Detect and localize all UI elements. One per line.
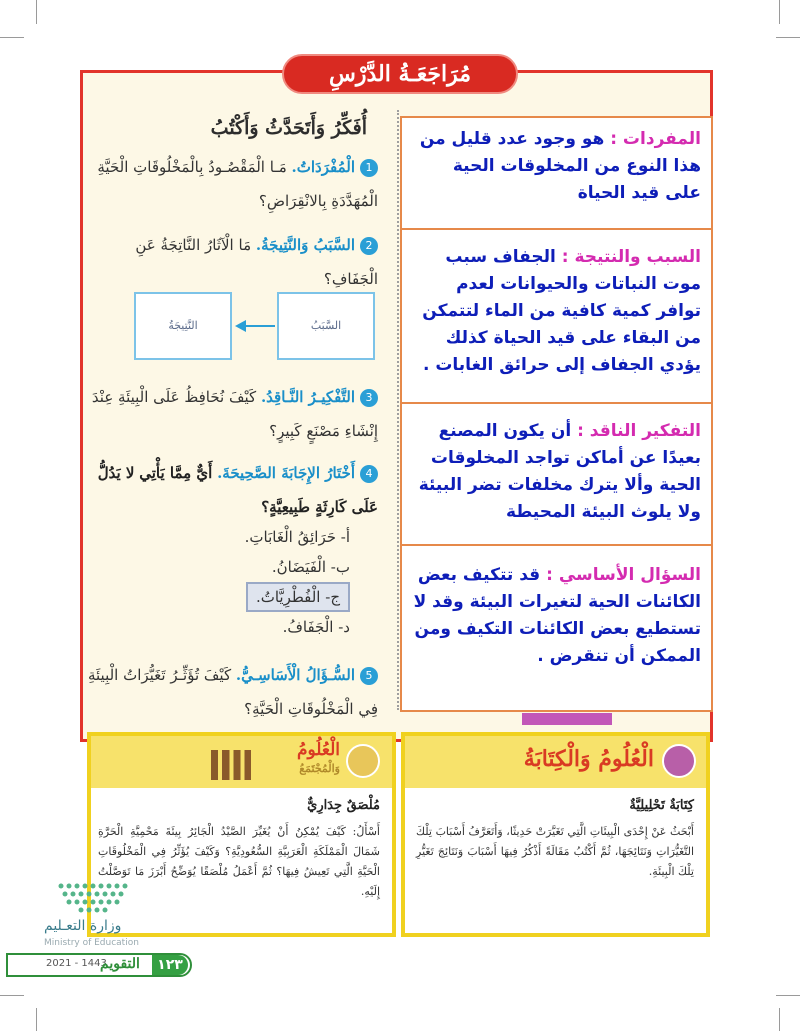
decorative-strip [522,713,612,725]
page-number: ١٢٣ [152,955,188,975]
crop-mark [0,995,24,996]
crop-mark [779,1008,780,1031]
question-text: مَا الْآثَارُ النَّاتِجَةُ عَنِ الْجَفَافِ؟ [135,236,378,288]
box-body: أَسْأَلُ: كَيْفَ يُمْكِنُ أَنْ يُغَيِّرَ الصَّيْدُ الْجَائِرُ بِيئَةَ مَحْمِيَّةِ الْحَرَّةِ شَمَالَ الْمَمْلَكَةِ الْعَرَبِيَّةِ السُّعُودِيَّةِ؟ وَكَيْفَ يُؤَثِّرُ فِي الْمَخْلُوقَاتِ الْحَيَّةِ الَّتِي تَعِيشُ فِيهَا؟ ثُمَّ أَعْمَلُ مُلْصَقًا يُوَضِّحُ أَبْرَزَ مَا تَوَصَّلْتُ إِلَيْهِ. [98,825,380,898]
ministry-name-arabic: وزارة التعـليم [44,918,122,934]
number-badge: 1 [360,159,378,177]
number-badge: 2 [360,237,378,255]
crop-mark [779,0,780,24]
crop-mark [36,0,37,24]
box-body: أَبْحَثُ عَنْ إِحْدَى الْبِيئَاتِ الَّتِي تَغَيَّرَتْ حَدِيثًا، وَأَتَعَرَّفُ أَسْبَابَ تِلْكَ التَّغَيُّرَاتِ وَنَتَائِجَهَا، ثُمَّ أَكْتُبُ مَقَالَةً أَذْكُرُ فِيهَا أَسْبَابَ وَنَتَائِجَ تَغَيُّرِ تِلْكَ الْبِيئَةِ. [416,825,694,878]
arrow-left-icon [235,320,246,332]
answer-vocabulary [402,118,711,230]
question-lead: أَيٌّ مِمَّا يَأْتِي [139,464,213,482]
questions-heading: أُفَكِّرُ وَأَتَحَدَّثُ وَأَكْتُبُ [210,117,367,139]
effect-box: النَّتِيجَةُ [134,292,232,360]
question-keyword: التَّفْكِيـرُ النَّـاقِدُ. [260,388,355,406]
answer-essential-question [402,546,711,710]
question-text: كَيْفَ نُحَافِظُ عَلَى الْبِيئَةِ عِنْدَ إِنْشَاءِ مَصْنَعٍ كَبِيرٍ؟ [91,388,378,440]
arrow-line [245,325,275,327]
crop-mark [36,1008,37,1031]
question-1 [78,150,378,218]
option-c-selected[interactable]: ج- الْفُطْرِيَّاتُ. [246,582,350,612]
ministry-logo-dots [55,880,135,920]
box-title: الْعُلُومُ وَالْكِتَابَةُ [523,746,654,772]
answer-label: السؤال الأساسي : [546,565,701,585]
answer-label: التفكير الناقد : [577,421,701,441]
question-text: لا يَدُلُّ عَلَى كَارِثَةٍ طَبِيعِيَّةٍ؟ [97,464,378,516]
answers-panel [400,116,713,712]
answer-options [150,522,350,642]
footer-section-label: التقويم [100,956,140,972]
crop-mark [776,37,800,38]
atom-icon [346,744,380,778]
question-keyword: أَخْتَارُ الإِجَابَةَ الصَّحِيحَةَ. [217,464,355,482]
box-header [91,736,392,788]
box-title-2: وَالْمُجْتَمَعُ [299,762,340,775]
box-title: الْعُلُومُ [296,740,340,760]
option-b[interactable]: ب- الْفَيَضَانُ. [271,558,350,576]
crop-mark [776,995,800,996]
question-keyword: السُّـؤَالُ الْأَسَاسِـيُّ. [235,666,355,684]
answer-text: هو وجود عدد قليل من هذا النوع من المخلوقات الحية على قيد الحياة [419,129,701,203]
ministry-name-english: Ministry of Education [44,938,139,948]
question-5 [78,658,378,726]
question-2 [78,228,378,296]
question-keyword: السَّبَبُ وَالنَّتِيجَةُ. [255,236,355,254]
people-icon [211,750,251,780]
answer-label: السبب والنتيجة : [561,247,701,267]
answer-text: قد تتكيف بعض الكائنات الحية لتغيرات البيئة وقد لا تستطيع بعض الكائنات التكيف ومن الممكن أن تنقرض . [413,565,701,666]
option-d[interactable]: د- الْجَفَافُ. [282,618,350,636]
answer-text: أن يكون المصنع بعيدًا عن أماكن تواجد المخلوقات الحية وألا يترك مخلفات تضر البيئة ولا يلوث البيئة المحيطة [418,421,701,522]
answer-cause-effect [402,230,711,404]
column-divider [397,110,399,710]
box-subtitle: كِتَابَةٌ تَحْلِيلِيَّةٌ [629,798,694,813]
cause-box: السَّبَبُ [277,292,375,360]
question-keyword: الْمُفْرَدَاتُ. [291,158,355,176]
number-badge: 3 [360,389,378,407]
science-writing-box [401,732,710,937]
box-subtitle: مُلْصَقٌ جِدَارِيٌّ [307,798,380,813]
question-3 [78,380,378,448]
crop-mark [0,37,24,38]
pencil-icon [662,744,696,778]
answer-critical-thinking [402,404,711,546]
question-text: مَـا الْمَقْصُـودُ بِالْمَخْلُوقَاتِ الْحَيَّةِ الْمُهَدَّدَةِ بِالانْقِرَاضِ؟ [97,158,378,210]
option-a[interactable]: أ- حَرَائِقُ الْغَابَاتِ. [244,528,350,546]
lesson-review-banner: مُرَاجَعَـةُ الدَّرْسِ [282,54,518,94]
answer-label: المفردات : [610,129,701,149]
question-4 [78,456,378,524]
footer-year: 2021 - 1443 [46,958,107,969]
question-text: كَيْفَ تُؤَثِّـرُ تَغَيُّرَاتُ الْبِيئَةِ فِي الْمَخْلُوقَاتِ الْحَيَّةِ؟ [87,666,378,718]
box-header [405,736,706,788]
answer-text: الجفاف سبب موت النباتات والحيوانات لعدم توافر كمية كافية من الماء لتتمكن من البقاء على قيد الحياة كذلك يؤدي الجفاف إلى حرائق الغابات . [422,247,701,375]
number-badge: 5 [360,667,378,685]
number-badge: 4 [360,465,378,483]
